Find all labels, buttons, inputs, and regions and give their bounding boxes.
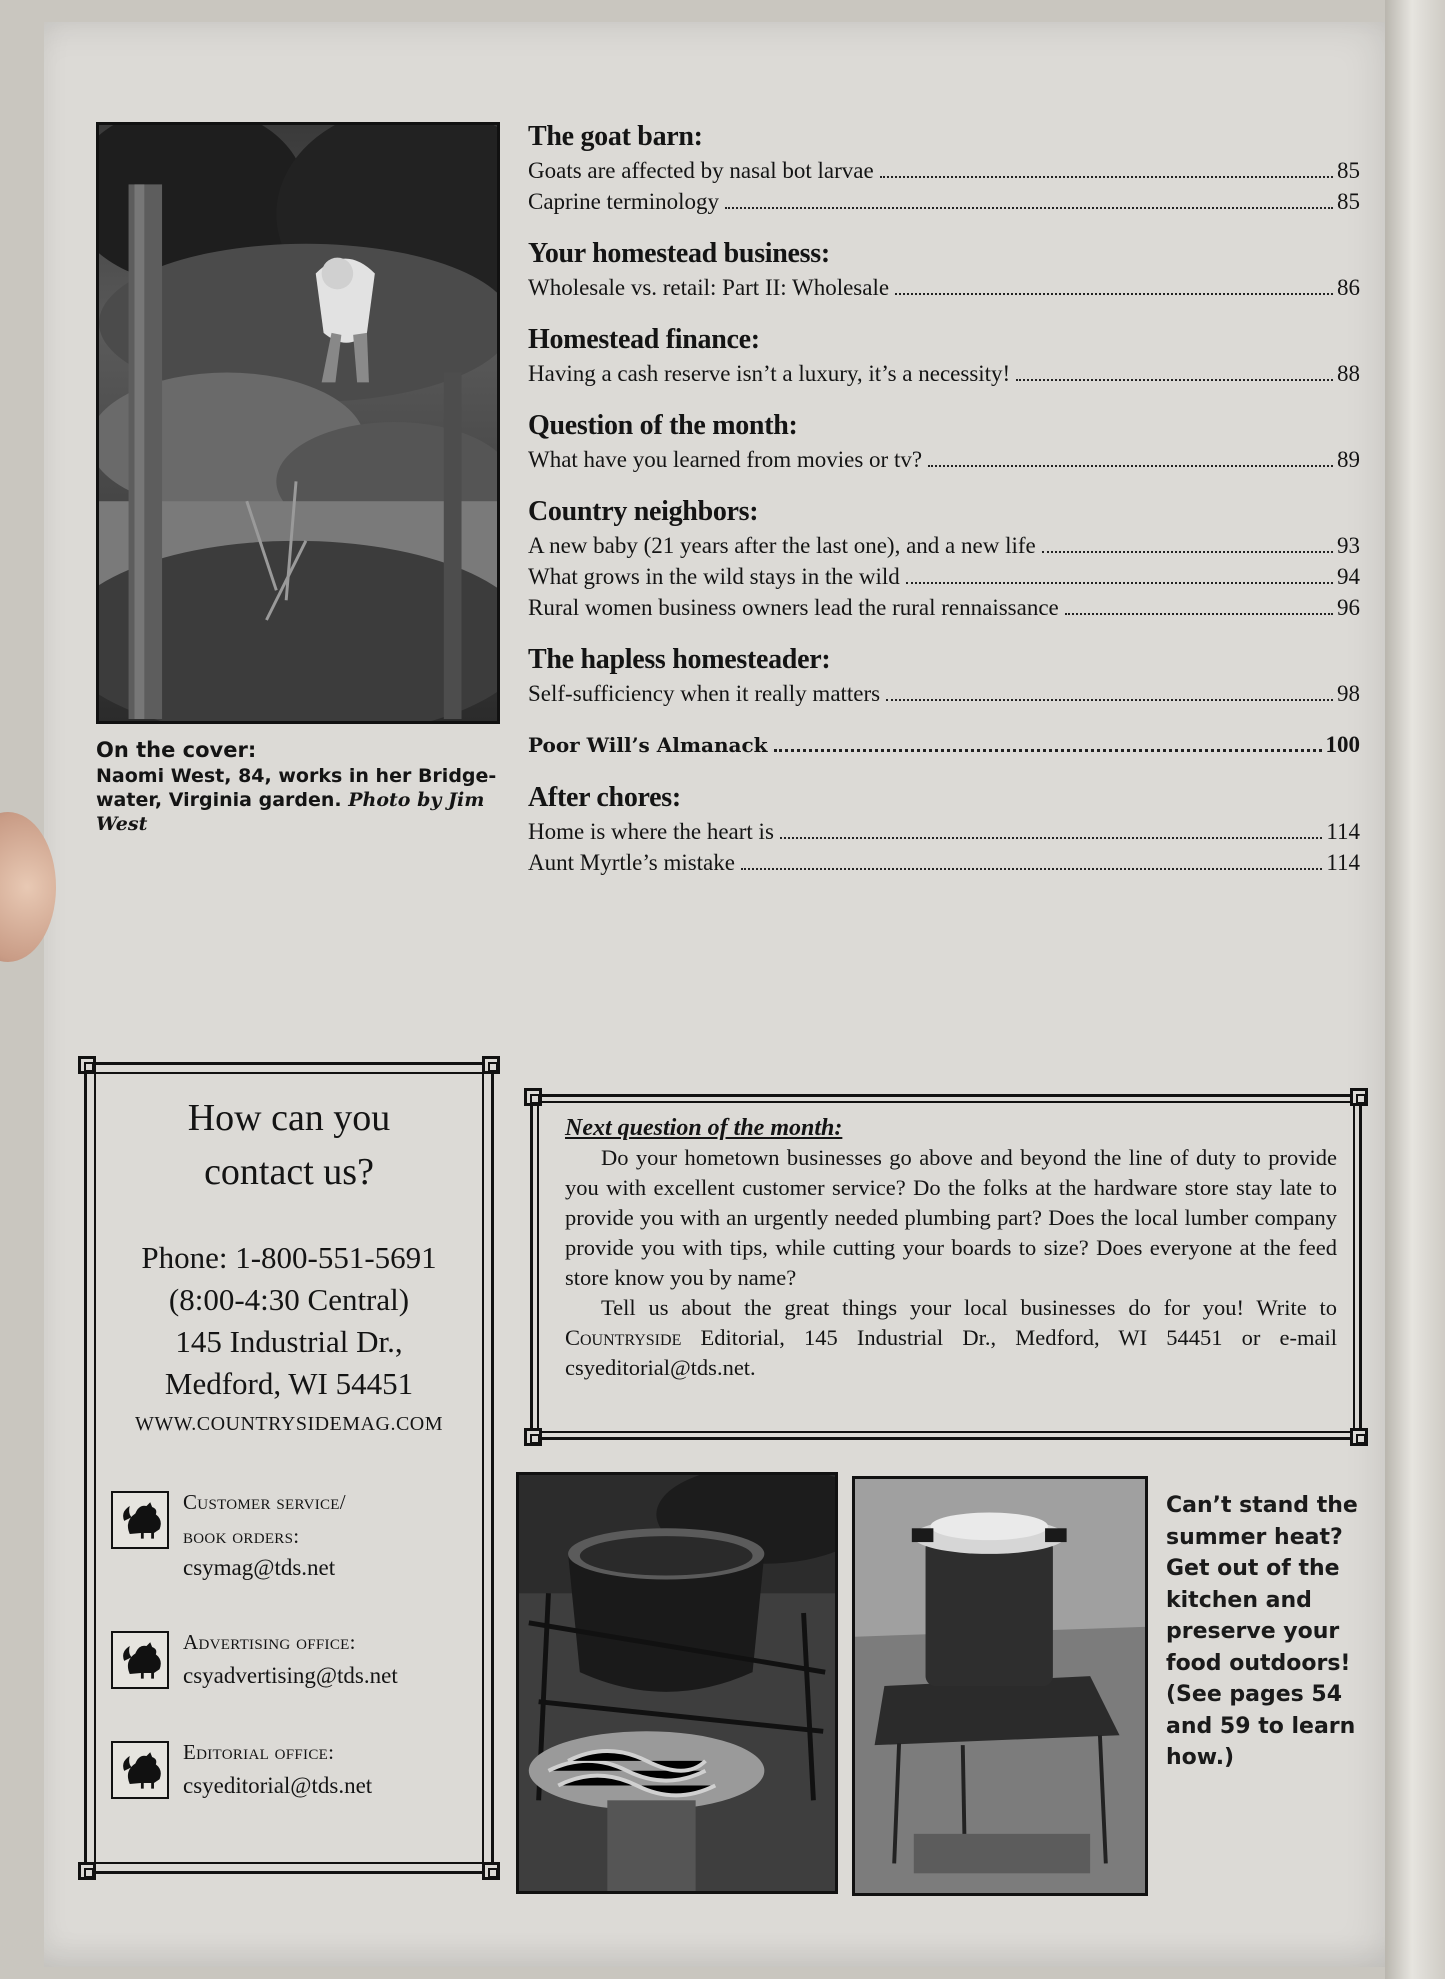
office-customer-service [111,1485,481,1580]
toc-section-heading: Question of the month: [528,410,798,441]
page-spine-shadow [1385,0,1445,1979]
toc-entry[interactable] [528,530,1360,561]
dot-leader [880,176,1333,178]
toc-section [528,323,1360,389]
rooster-icon [111,1491,169,1549]
toc-entry[interactable] [528,729,1360,761]
city-address: Medford, WI 54451 [164,1366,414,1401]
phone-number[interactable]: Phone: 1-800-551-5691 [141,1240,437,1275]
photo-pressure-canner [852,1476,1148,1896]
toc-entry[interactable] [528,678,1360,709]
toc-section-heading: Homestead finance: [528,324,760,355]
editorial-email[interactable]: csyeditorial@tds.net [183,1773,373,1798]
toc-entry-title: Home is where the heart is [528,819,774,844]
cover-caption-title: On the cover: [96,738,257,762]
toc-entry[interactable] [528,155,1360,186]
table-of-contents [528,120,1360,898]
next-question-title: Next question of the month: [565,1115,843,1141]
toc-entry-page: 85 [1337,189,1360,214]
toc-entry-page: 114 [1326,850,1360,875]
next-question-content [565,1113,1337,1383]
office-editorial [111,1735,481,1815]
ornament-corner [1350,1088,1368,1106]
rooster-icon [111,1741,169,1799]
office-label: Editorial office: [183,1740,335,1764]
dot-leader [780,837,1322,839]
rooster-icon [111,1631,169,1689]
contact-heading [87,1091,491,1199]
dot-leader [895,293,1333,295]
toc-entry-title: Caprine terminology [528,189,719,214]
toc-entry-page: 86 [1337,275,1360,300]
cover-photo [96,122,500,724]
dot-leader [774,749,1322,752]
brand-name: Countryside [565,1325,682,1350]
office-label-line1: Customer service/ [183,1490,346,1514]
toc-entry-title: Wholesale vs. retail: Part II: Wholesale [528,275,890,300]
ornament-corner [78,1862,96,1880]
ornament-corner [1350,1428,1368,1446]
office-label-line2: book orders: [183,1524,300,1548]
photo-pot-on-fire [516,1472,838,1894]
toc-entry-page: 100 [1325,732,1360,757]
dot-leader [1016,379,1333,381]
ornament-corner [482,1862,500,1880]
toc-section-heading: After chores: [528,782,681,813]
toc-entry[interactable] [528,592,1360,623]
website-link[interactable]: WWW.COUNTRYSIDEMAG.COM [134,1413,444,1435]
cover-caption [96,738,500,836]
contact-heading-line2: contact us? [204,1151,374,1193]
toc-entry-title: Poor Will’s Almanack [528,733,768,757]
toc-section [528,729,1360,761]
write-to-address[interactable]: Editorial, 145 Industrial Dr., Medford, WI 54451 or e-mail csyeditorial@tds.net. [565,1325,1338,1380]
dot-leader [725,207,1333,209]
dot-leader [741,868,1322,870]
call-to-action-text: Tell us about the great things your local businesses do for you! [601,1295,1244,1320]
toc-entry-page: 85 [1337,158,1360,183]
toc-section-heading: Country neighbors: [528,496,759,527]
next-question-box [530,1094,1362,1440]
toc-entry-page: 93 [1337,533,1360,558]
toc-section [528,781,1360,878]
ornament-corner [524,1088,542,1106]
advertising-email[interactable]: csyadvertising@tds.net [183,1663,398,1688]
office-label: Advertising office: [183,1630,356,1654]
toc-section-heading: The hapless homesteader: [528,644,831,675]
contact-heading-line1: How can you [187,1097,391,1139]
toc-section [528,120,1360,217]
dot-leader [1065,613,1333,615]
cover-caption-text: Naomi West, 84, works in her Bridge-water, Virginia garden. [96,765,497,811]
toc-entry-title: Self-sufficiency when it really matters [528,681,881,706]
toc-section [528,409,1360,475]
toc-entry-title: What grows in the wild stays in the wild [528,564,900,589]
dot-leader [906,582,1333,584]
toc-entry-page: 89 [1337,447,1360,472]
customer-service-email[interactable]: csymag@tds.net [183,1555,336,1580]
contact-box [84,1062,494,1874]
toc-entry[interactable] [528,816,1360,847]
toc-section [528,643,1360,709]
dot-leader [886,699,1333,701]
next-question-paragraph: Do your hometown businesses go above and beyond the line of duty to provide you with excellent customer service? Do the folks at the hardware store stay late to provide you with an urgently needed plumbing part? Does the local lumber company provide you with tips, while cutting your boards to size? Does everyone at the feed store know you by name? [565,1145,1337,1290]
toc-entry[interactable] [528,847,1360,878]
toc-entry-page: 88 [1337,361,1360,386]
toc-entry-page: 96 [1337,595,1360,620]
dot-leader [928,465,1333,467]
garden-photo-illustration [99,125,497,721]
next-question-call-to-action [565,1293,1337,1383]
toc-entry-title: What have you learned from movies or tv? [528,447,923,472]
write-to-prefix: Write to [1256,1295,1337,1320]
toc-section-heading: Your homestead business: [528,238,830,269]
toc-entry-page: 98 [1337,681,1360,706]
ornament-corner [482,1056,500,1074]
toc-entry-title: Having a cash reserve isn’t a luxury, it’s a necessity! [528,361,1011,386]
pressure-canner-illustration [855,1479,1145,1893]
ornament-corner [78,1056,96,1074]
office-hours: (8:00-4:30 Central) [168,1282,410,1317]
toc-entry-title: Goats are affected by nasal bot larvae [528,158,874,183]
toc-entry[interactable] [528,186,1360,217]
toc-entry[interactable] [528,272,1360,303]
toc-entry[interactable] [528,444,1360,475]
dot-leader [1042,551,1333,553]
pot-over-fire-illustration [519,1475,835,1891]
contact-details [87,1237,491,1405]
street-address: 145 Industrial Dr., [175,1324,403,1359]
canning-caption: Can’t stand the summer heat? Get out of the kitchen and preserve your food outdoors! (See pages 54 and 59 to learn how.) [1166,1493,1358,1770]
toc-section [528,495,1360,623]
office-advertising [111,1625,481,1705]
toc-entry-title: A new baby (21 years after the last one), and a new life [528,533,1036,558]
cover-photo-credit: Photo by Jim West [96,789,485,835]
toc-entry-title: Rural women business owners lead the rural rennaissance [528,595,1059,620]
toc-entry-title: Aunt Myrtle’s mistake [528,850,735,875]
toc-entry[interactable] [528,358,1360,389]
toc-section-heading: The goat barn: [528,121,703,152]
office-label [183,1485,473,1553]
ornament-corner [524,1428,542,1446]
toc-entry-page: 94 [1337,564,1360,589]
toc-section [528,237,1360,303]
toc-entry-page: 114 [1326,819,1360,844]
toc-entry[interactable] [528,561,1360,592]
